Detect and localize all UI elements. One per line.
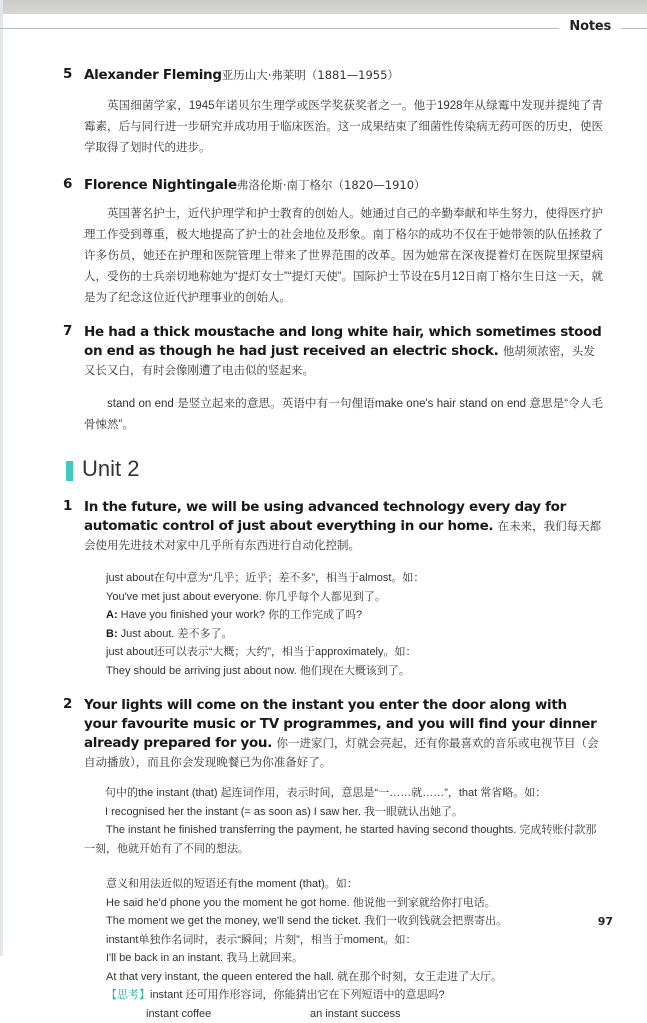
explanation-line: 意义和用法近似的短语还有the moment (that)。如： (106, 875, 603, 894)
note-item-5 (63, 66, 603, 159)
page-number: 97 (598, 915, 613, 928)
explanation-block (106, 569, 603, 680)
unit-note-item-1 (63, 498, 603, 680)
example-line: At that very instant, the queen entered the hall. 就在那个时刻，女王走进了大厅。 (106, 968, 603, 987)
speaker-label: B: (106, 628, 118, 640)
explanation-line: 句中的the instant (that) 起连词作用，表示时间，意思是“一……就……”，that 常省略。如： (84, 784, 603, 803)
dialogue-text: Just about. 差不多了。 (118, 628, 233, 640)
header-rule (0, 28, 647, 29)
name-en: Alexander Fleming (84, 67, 222, 83)
name-cn: 弗洛伦斯·南丁格尔 (237, 178, 333, 192)
sentence-cn: 在未来，我们每天都会使用先进技术对家中几乎所有东西进行自动化控制。 (84, 519, 601, 552)
unit-title: Unit 2 (82, 456, 139, 482)
note-heading (84, 176, 603, 194)
note-number: 5 (63, 66, 72, 82)
speaker-label: A: (106, 609, 118, 621)
unit-marker (66, 461, 73, 481)
note-heading (84, 323, 603, 380)
example-line: You've met just about everyone. 你几乎每个人都见到了。 (106, 588, 603, 607)
example-line: I recognised her the instant (= as soon as) I saw her. 我一眼就认出她了。 (84, 803, 603, 822)
page-left-edge (0, 0, 3, 956)
sentence-en: He had a thick moustache and long white hair, which sometimes stood on end as though he had just received an electric shock. (84, 324, 601, 359)
example-line: The moment we get the money, we'll send the ticket. 我们一收到钱就会把票寄出。 (106, 912, 603, 931)
note-number: 2 (63, 696, 72, 712)
years: （1881—1955） (306, 68, 399, 82)
page-top-edge (0, 0, 647, 14)
unit-heading (63, 454, 603, 486)
sentence-cn: 你一进家门，灯就会亮起，还有你最喜欢的音乐或电视节目（会自动播放），而且你会发现晚餐已为你准备好了。 (84, 736, 598, 769)
think-label: 【思考】 (106, 989, 150, 1001)
unit-note-item-2 (63, 696, 603, 1023)
dialogue-line-b (106, 625, 603, 644)
note-item-7 (63, 323, 603, 436)
name-cn: 亚历山大·弗莱明 (222, 68, 306, 82)
think-question-text: instant 还可用作形容词，你能猜出它在下列短语中的意思吗? (150, 989, 445, 1001)
note-number: 6 (63, 176, 72, 192)
sentence-en: In the future, we will be using advanced technology every day for automatic control of just about everything in our home. (84, 499, 566, 534)
notes-content (63, 66, 603, 1023)
explanation-line: instant单独作名词时，表示“瞬间；片刻”，相当于moment。如： (106, 931, 603, 950)
note-heading (84, 66, 603, 84)
note-number: 7 (63, 323, 72, 339)
think-phrases (106, 1005, 603, 1023)
name-en: Florence Nightingale (84, 177, 237, 193)
think-question (106, 986, 603, 1005)
sentence-en: Your lights will come on the instant you enter the door along with your favourite music or TV programmes, and you will find your dinner already prepared for you. (84, 697, 597, 751)
note-number: 1 (63, 498, 72, 514)
explanation-block-1 (84, 784, 603, 858)
example-line: The instant he finished transferring the payment, he started having second thoughts. 完成转账付款那一刻，他就开始有了不同的想法。 (84, 821, 603, 858)
example-line: He said he'd phone you the moment he got home. 他说他一到家就给你打电话。 (106, 894, 603, 913)
note-heading (84, 498, 603, 555)
example-line: They should be arriving just about now. 他们现在大概该到了。 (106, 662, 603, 681)
note-paragraph: 英国细菌学家，1945年诺贝尔生理学或医学奖获奖者之一。他于1928年从绿霉中发现并提纯了青霉素，后与同行进一步研究并成功用于临床医治。这一成果结束了细菌性传染病无药可医的历史，使医学取得了划时代的进步。 (84, 96, 603, 159)
dialogue-line-a (106, 606, 603, 625)
explanation-line: just about还可以表示“大概；大约”，相当于approximately。如： (106, 643, 603, 662)
years: （1820—1910） (333, 178, 426, 192)
phrase: an instant success (310, 1008, 401, 1020)
note-paragraph: stand on end 是竖立起来的意思。英语中有一句俚语make one's hair stand on end 意思是“令人毛骨悚然”。 (84, 394, 603, 436)
note-heading (84, 696, 603, 772)
example-line: I'll be back in an instant. 我马上就回来。 (106, 949, 603, 968)
explanation-block-2 (106, 875, 603, 1023)
explanation-line: just about在句中意为“几乎；近乎；差不多”，相当于almost。如： (106, 569, 603, 588)
section-label: Notes (559, 19, 621, 34)
phrase: instant coffee (146, 1005, 310, 1023)
note-paragraph: 英国著名护士，近代护理学和护士教育的创始人。她通过自己的辛勤奉献和毕生努力，使得医疗护理工作受到尊重，极大地提高了护士的社会地位及形象。南丁格尔的成功不仅在于她带领的队伍拯救了许多伤员，她还在护理和医院管理上带来了世界范围的改革。因为她常在深夜提着灯在医院里探望病人，受伤的士兵亲切地称她为“提灯女士”“提灯天使”。国际护士节设在5月12日南丁格尔生日这一天，就是为了纪念这位近代护理事业的创始人。 (84, 204, 603, 309)
note-item-6 (63, 176, 603, 309)
sentence-cn: 他胡须浓密，头发又长又白，有时会像刚遭了电击似的竖起来。 (84, 344, 595, 377)
dialogue-text: Have you finished your work? 你的工作完成了吗? (118, 609, 363, 621)
